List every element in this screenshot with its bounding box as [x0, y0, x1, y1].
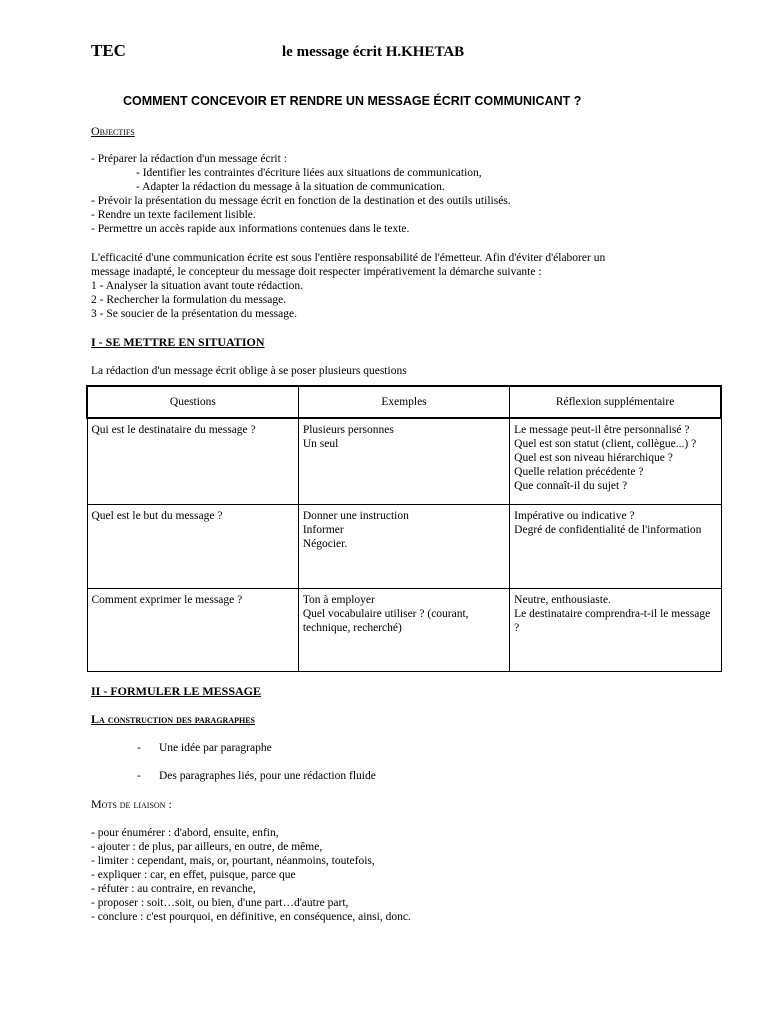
liaison-line: - proposer : soit…soit, ou bien, d'une part…d'autre part,: [91, 897, 349, 909]
reflexion-line: Quelle relation précédente ?: [514, 466, 644, 478]
liaison-heading: Mots de liaison :: [91, 797, 172, 811]
liaison-line: - pour énumérer : d'abord, ensuite, enfin,: [91, 827, 279, 839]
example-line: Ton à employer: [302, 594, 375, 606]
objective-line: - Adapter la rédaction du message à la situation de communication.: [136, 181, 445, 193]
paragraph-bullets: [91, 741, 376, 783]
objective-line: - Prévoir la présentation du message écrit en fonction de la destination et des outils utilisés.: [91, 195, 511, 207]
column-header-questions: Questions: [87, 386, 298, 418]
intro-line: 1 - Analyser la situation avant toute rédaction.: [91, 280, 304, 292]
reflexion-line: Que connaît-il du sujet ?: [514, 480, 628, 492]
column-header-exemples: Exemples: [298, 386, 509, 418]
intro-paragraph: [91, 251, 605, 321]
reflexion-line: Degré de confidentialité de l'information: [514, 524, 702, 536]
paragraph-construction-heading: La construction des paragraphes: [91, 712, 255, 726]
intro-line: 2 - Rechercher la formulation du message.: [91, 294, 287, 306]
examples-cell: [298, 505, 509, 589]
example-line: Informer: [302, 524, 344, 536]
objective-line: - Préparer la rédaction d'un message écrit :: [91, 153, 287, 165]
section1-heading: I - SE METTRE EN SITUATION: [91, 335, 265, 349]
intro-line: 3 - Se soucier de la présentation du message.: [91, 308, 297, 320]
reflexion-line: Le message peut-il être personnalisé ?: [514, 424, 690, 436]
table-row: [87, 418, 721, 505]
reflexion-cell: [510, 589, 721, 672]
liaison-line: - limiter : cependant, mais, or, pourtant, néanmoins, toutefois,: [91, 855, 375, 867]
table-row: [87, 505, 721, 589]
example-line: Plusieurs personnes: [302, 424, 394, 436]
section2-heading: II - FORMULER LE MESSAGE: [91, 684, 262, 698]
header-left: TEC: [91, 41, 126, 60]
examples-cell: [298, 418, 509, 505]
liaison-line: - ajouter : de plus, par ailleurs, en outre, de même,: [91, 841, 323, 853]
reflexion-cell: [510, 418, 721, 505]
header-right: le message écrit H.KHETAB: [282, 44, 465, 60]
liaison-list: [91, 826, 411, 924]
example-line: technique, recherché): [302, 622, 402, 634]
example-line: Quel vocabulaire utiliser ? (courant,: [302, 608, 469, 620]
reflexion-line: Neutre, enthousiaste.: [514, 594, 611, 606]
table-header-row: [87, 386, 721, 418]
list-item: - Des paragraphes liés, pour une rédaction fluide: [137, 770, 376, 782]
liaison-line: - expliquer : car, en effet, puisque, parce que: [91, 869, 296, 881]
question-text: Comment exprimer le message ?: [91, 594, 243, 606]
examples-cell: [298, 589, 509, 672]
question-cell: [87, 418, 298, 505]
section1-intro: La rédaction d'un message écrit oblige à se poser plusieurs questions: [91, 365, 407, 377]
question-cell: [87, 505, 298, 589]
bullet-text: Des paragraphes liés, pour une rédaction fluide: [159, 770, 376, 782]
liaison-line: - réfuter : au contraire, en revanche,: [91, 883, 256, 895]
bullet-text: Une idée par paragraphe: [159, 742, 272, 754]
liaison-line: - conclure : c'est pourquoi, en définitive, en conséquence, ainsi, donc.: [91, 911, 411, 923]
reflexion-cell: [510, 505, 721, 589]
objectives-section: [91, 124, 511, 236]
reflexion-line: Le destinataire comprendra-t-il le message ?: [514, 608, 711, 634]
reflexion-line: Impérative ou indicative ?: [514, 510, 635, 522]
question-text: Quel est le but du message ?: [91, 510, 223, 522]
objective-line: - Rendre un texte facilement lisible.: [91, 209, 256, 221]
objectives-heading: Objectifs: [91, 124, 135, 138]
reflexion-line: Quel est son niveau hiérarchique ?: [514, 452, 673, 464]
intro-line: L'efficacité d'une communication écrite est sous l'entière responsabilité de l'émetteur. Afin d'éviter d'élaborer un: [91, 252, 606, 264]
page-title: COMMENT CONCEVOIR ET RENDRE UN MESSAGE ÉCRIT COMMUNICANT ?: [123, 94, 582, 108]
column-header-reflexion: Réflexion supplémentaire: [510, 386, 721, 418]
question-cell: [87, 589, 298, 672]
questions-table: [86, 385, 722, 672]
example-line: Un seul: [302, 438, 339, 450]
objective-line: - Identifier les contraintes d'écriture liées aux situations de communication,: [136, 167, 482, 179]
question-text: Qui est le destinataire du message ?: [91, 424, 256, 436]
example-line: Négocier.: [302, 538, 348, 550]
objective-line: - Permettre un accès rapide aux informations contenues dans le texte.: [91, 223, 410, 235]
intro-line: message inadapté, le concepteur du message doit respecter impérativement la démarche suivante :: [91, 266, 542, 278]
list-item: - Une idée par paragraphe: [137, 742, 272, 754]
reflexion-line: Quel est son statut (client, collègue...) ?: [514, 438, 697, 450]
example-line: Donner une instruction: [302, 510, 409, 522]
table-row: [87, 589, 721, 672]
